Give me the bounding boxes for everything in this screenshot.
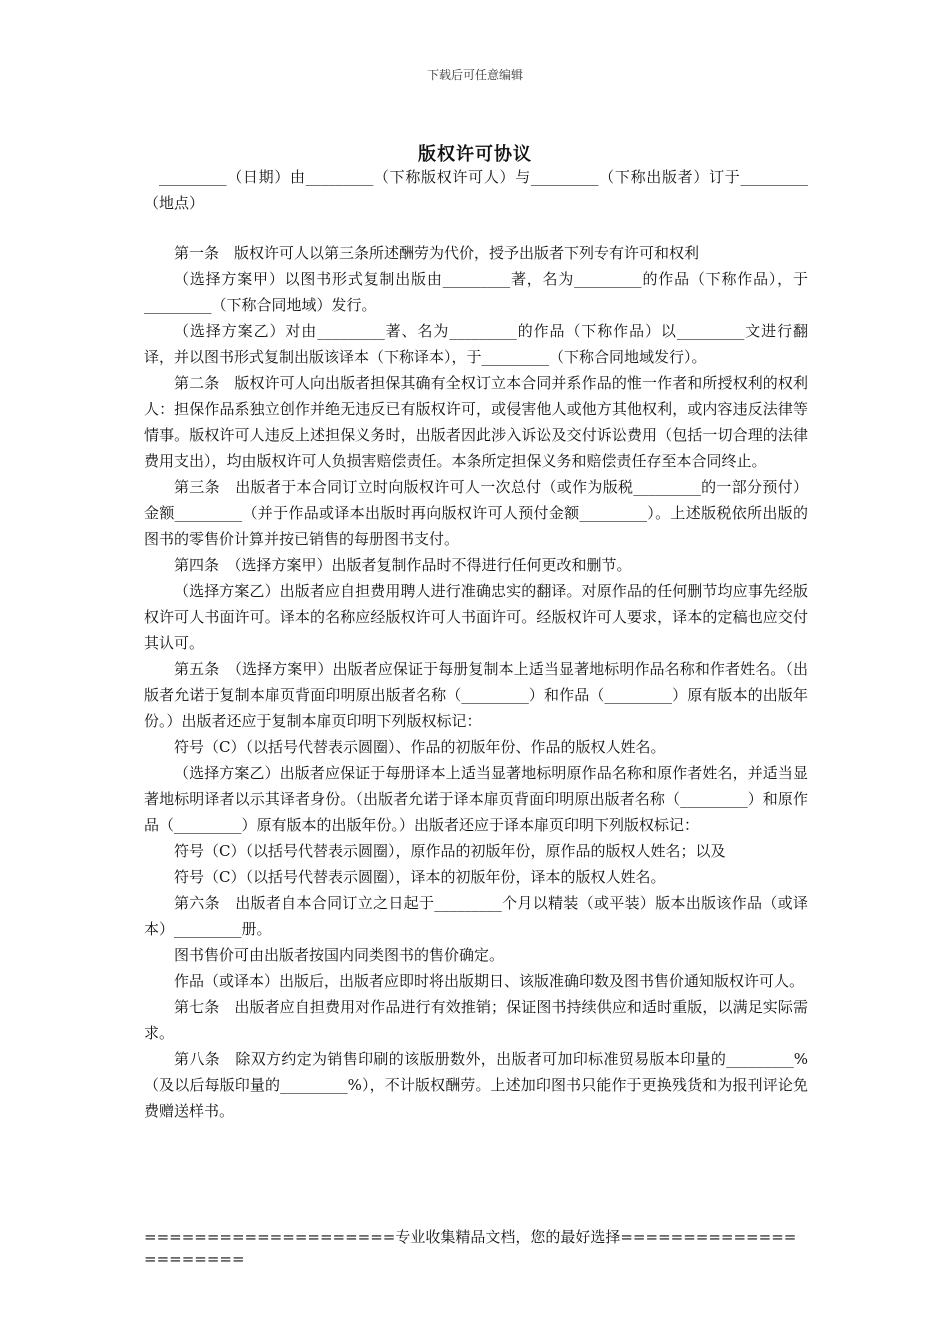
- article-2: 第二条 版权许可人向出版者担保其确有全权订立本合同并系作品的惟一作者和所授权利的权利人：担保作品系独立创作并绝无违反已有版权许可，或侵害他人或他方其他权利，或内容违反法律等情事。版权许可人违反上述担保义务时，出版者因此涉入诉讼及交付诉讼费用（包括一切合理的法律费用支出），均由版权许可人负损害赔偿责任。本条所定担保义务和赔偿责任存至本合同终止。: [144, 374, 808, 470]
- article-4-option-b: （选择方案乙）出版者应自担费用聘人进行准确忠实的翻译。对原作品的任何删节均应事先经版权许可人书面许可。译本的名称应经版权许可人书面许可。经版权许可人要求，译本的定稿也应交付其认可。: [144, 582, 808, 652]
- document-body: [144, 164, 808, 1124]
- article-5-mark-a: 符号（C）（以括号代替表示圆圈）、作品的初版年份、作品的版权人姓名。: [174, 738, 666, 756]
- document-title: 版权许可协议: [418, 144, 532, 165]
- article-3: 第三条 出版者于本合同订立时向版权许可人一次总付（或作为版税_________的一部分预付）金额_________（并于作品或译本出版时再向版权许可人预付金额_________）。上述版税依所出版的图书的零售价计算并按已销售的每册图书支付。: [144, 478, 808, 548]
- article-6-price: 图书售价可由出版者按国内同类图书的售价确定。: [174, 946, 505, 964]
- article-8: 第八条 除双方约定为销售印刷的该版册数外，出版者可加印标准贸易版本印量的_________%（及以后每版印量的_________%），不计版权酬劳。上述加印图书只能作于更换残货和为报刊评论免费赠送样书。: [144, 1050, 808, 1120]
- article-5-option-a: 第五条 （选择方案甲）出版者应保证于每册复制本上适当显著地标明作品名称和作者姓名。（出版者允诺于复制本扉页背面印明原出版者名称（_________）和作品（_________）原有版本的出版年份。）出版者还应于复制本扉页印明下列版权标记：: [144, 660, 808, 730]
- article-6-notice: 作品（或译本）出版后，出版者应即时将出版期日、该版准确印数及图书售价通知版权许可人。: [174, 972, 805, 990]
- article-4-option-a: 第四条 （选择方案甲）出版者复制作品时不得进行任何更改和删节。: [174, 556, 632, 574]
- article-5-option-b: （选择方案乙）出版者应保证于每册译本上适当显著地标明原作品名称和原作者姓名，并适当显著地标明译者以示其译者身份。（出版者允诺于译本扉页背面印明原出版者名称（_________）和原作品（_________）原有版本的出版年份。）出版者还应于译本扉页印明下列版权标记：: [144, 764, 808, 834]
- article-5-mark-b2: 符号（C）（以括号代替表示圆圈），译本的初版年份，译本的版权人姓名。: [174, 868, 666, 886]
- preamble: _________（日期）由_________（下称版权许可人）与_________（下称出版者）订于_________（地点）: [144, 168, 808, 212]
- article-7: 第七条 出版者应自担费用对作品进行有效推销；保证图书持续供应和适时重版，以满足实际需求。: [144, 998, 808, 1042]
- article-1-option-a: （选择方案甲）以图书形式复制出版由_________著，名为_________的作品（下称作品），于_________（下称合同地域）发行。: [144, 270, 808, 314]
- article-6: 第六条 出版者自本合同订立之日起于_________个月以精装（或平装）版本出版该作品（或译本）_________册。: [144, 894, 808, 938]
- article-5-mark-b1: 符号（C）（以括号代替表示圆圈），原作品的初版年份，原作品的版权人姓名；以及: [174, 842, 726, 860]
- article-1-option-b: （选择方案乙）对由_________著、名为_________的作品（下称作品）以_________文进行翻译，并以图书形式复制出版该译本（下称译本），于_________（下称合同地域发行）。: [144, 322, 808, 366]
- page-footer: ====================专业收集精品文档，您的最好选择======================: [144, 1228, 797, 1268]
- article-1: 第一条 版权许可人以第三条所述酬劳为代价，授予出版者下列专有许可和权利: [174, 244, 700, 262]
- page-header: 下载后可任意编辑: [426, 68, 523, 82]
